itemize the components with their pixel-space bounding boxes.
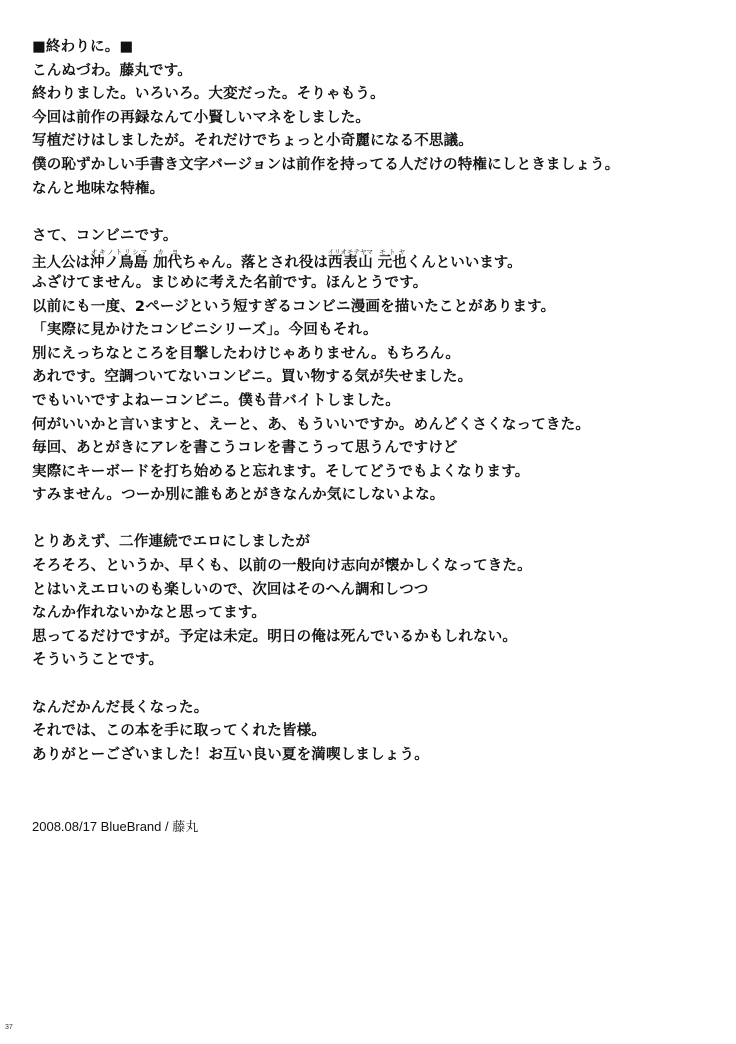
text-line: なんだかんだ長くなった。 [32, 699, 209, 716]
text-line: それでは、この本を手に取ってくれた皆様。 [32, 723, 326, 740]
paragraph-next-work [32, 531, 712, 673]
character-name-motoya: 元也モトヤ [377, 248, 407, 272]
paragraph-gap [32, 508, 712, 532]
afterword-heading: ■終わりに。■ [32, 39, 134, 55]
page-number: 37 [5, 1024, 13, 1031]
text-line: ふざけてません。まじめに考えた名前です。ほんとうです。 [32, 274, 428, 291]
text-line: 終わりました。いろいろ。大変だった。そりゃもう。 [32, 86, 385, 103]
text-line: とりあえず、二作連続でエロにしましたが [32, 534, 311, 551]
character-names-line [32, 248, 712, 272]
text-line: 毎回、あとがきにアレを書こうコレを書こうって思うんですけど [32, 440, 458, 457]
character-name-kayo: 加代カヨ [153, 248, 183, 272]
text-line: そういうことです。 [32, 652, 164, 669]
character-name-iriomoteyama: 西表山イリオモテヤマ [327, 248, 374, 272]
text-line: 以前にも一度、2ページという短すぎるコンビニ漫画を描いたことがあります。 [32, 298, 556, 315]
text-line: 思ってるだけですが。予定は未定。明日の俺は死んでいるかもしれない。 [32, 628, 518, 645]
text-line: さて、コンビニです。 [32, 227, 178, 244]
text-fragment: 主人公は [32, 255, 90, 272]
paragraph-thanks [32, 697, 712, 768]
text-line: 実際にキーボードを打ち始めると忘れます。そしてどうでもよくなります。 [32, 463, 530, 480]
signature-date-author: 2008.08/17 BlueBrand / 藤丸 [32, 819, 199, 834]
text-fragment: くんといいます。 [406, 255, 522, 272]
text-line: そろそろ、というか、早くも、以前の一般向け志向が懐かしくなってきた。 [32, 558, 532, 575]
afterword-text [32, 36, 712, 767]
paragraph-gap [32, 673, 712, 697]
text-line: 「実際に見かけたコンビニシリーズ」。今回もそれ。 [32, 322, 378, 339]
text-line: 何がいいかと言いますと、えーと、あ、もういいですか。めんどくさくなってきた。 [32, 416, 591, 433]
text-fragment: ちゃん。落とされ役は [182, 255, 328, 272]
text-line: 別にえっちなところを目撃したわけじゃありません。もちろん。 [32, 345, 461, 362]
paragraph-greeting [32, 60, 712, 202]
text-line: すみません。つーか別に誰もあとがきなんか気にしないよな。 [32, 487, 445, 504]
text-line: 僕の恥ずかしい手書き文字バージョンは前作を持ってる人だけの特権にしときましょう。 [32, 156, 620, 173]
text-line: とはいえエロいのも楽しいので、次回はそのへん調和しつつ [32, 581, 429, 598]
text-line: なんか作れないかなと思ってます。 [32, 605, 267, 622]
text-line: 今回は前作の再録なんて小賢しいマネをしました。 [32, 109, 371, 126]
character-name-okinotorishima: 沖ノ鳥島オキノトリシマ [90, 248, 148, 272]
paragraph-convenience-store [32, 225, 712, 508]
text-line: こんぬづわ。藤丸です。 [32, 62, 192, 79]
text-line: でもいいですよねーコンビニ。僕も昔バイトしました。 [32, 392, 400, 409]
text-line: 写植だけはしましたが。それだけでちょっと小奇麗になる不思議。 [32, 133, 473, 150]
text-line: ありがとーございました！お互い良い夏を満喫しましょう。 [32, 746, 429, 763]
text-line: あれです。空調ついてないコンビニ。買い物する気が失せました。 [32, 369, 473, 386]
text-line: なんと地味な特権。 [32, 180, 165, 197]
paragraph-gap [32, 201, 712, 225]
